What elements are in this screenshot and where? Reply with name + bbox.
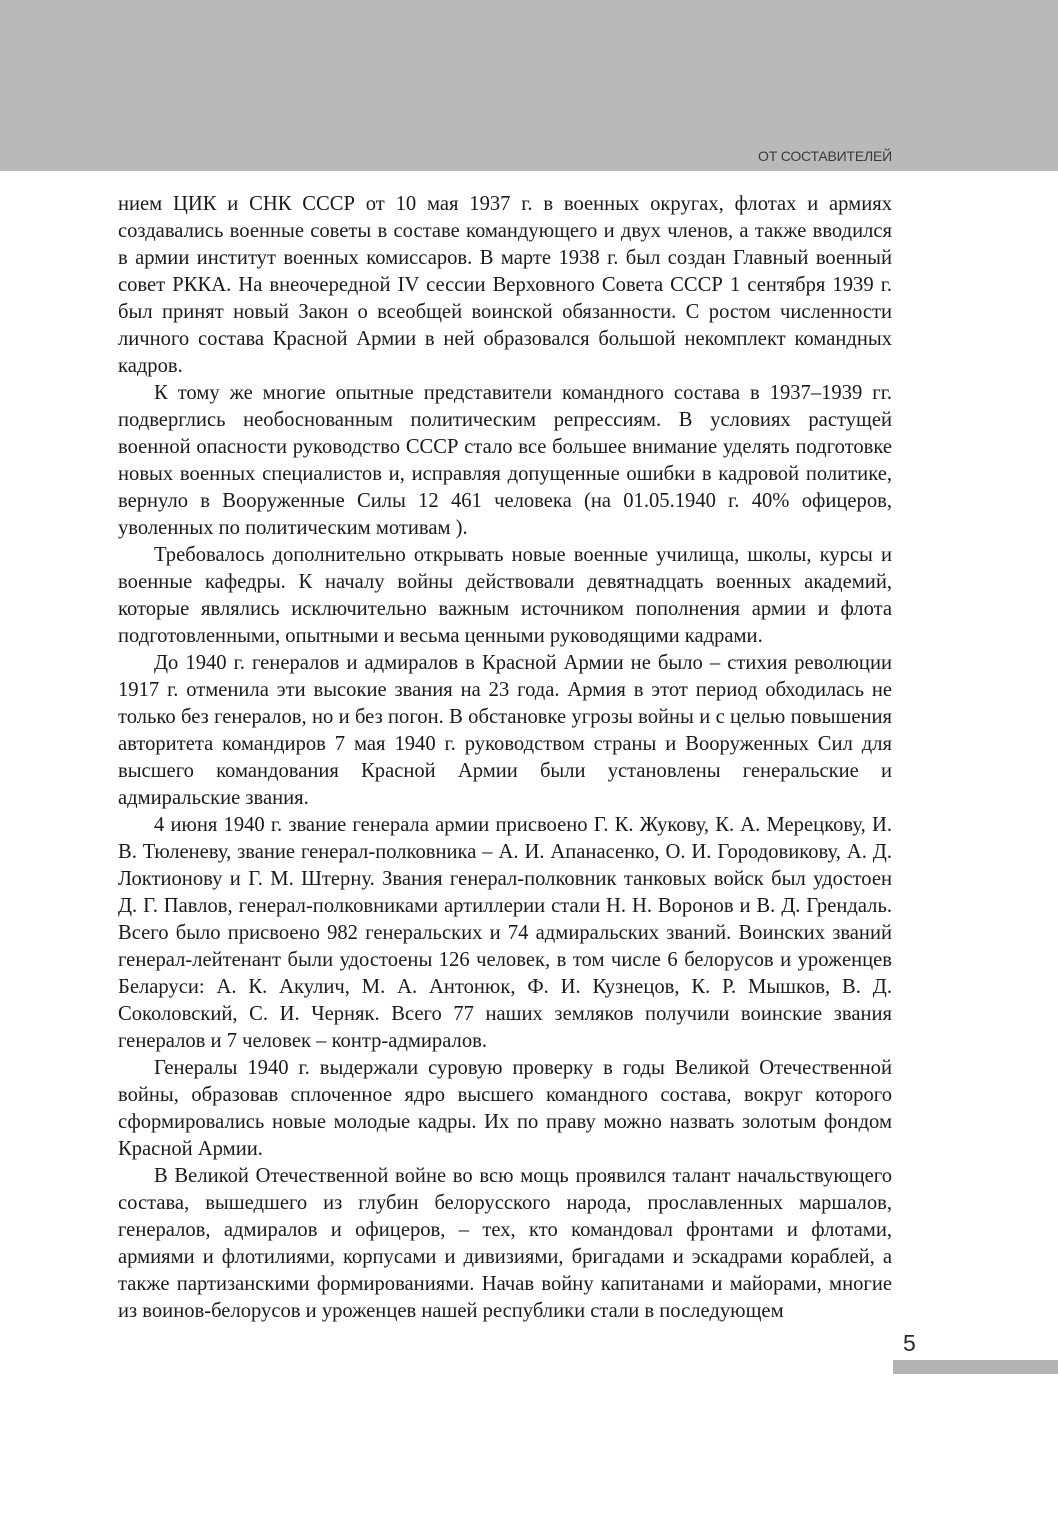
- paragraph: 4 июня 1940 г. звание генерала армии присвоено Г. К. Жукову, К. А. Мерецкову, И. В. Тюленеву, звание генерал-полковника – А. И. Апанасенко, О. И. Городовикову, А. Д. Локтионову и Г. М. Штерну. Звания генерал-полковник танковых войск был удостоен Д. Г. Павлов, генерал-полковниками артиллерии стали Н. Н. Воронов и В. Д. Грендаль. Всего было присвоено 982 генеральских и 74 адмиральских званий. Воинских званий генерал-лейтенант были удостоены 126 человек, в том числе 6 белорусов и уроженцев Беларуси: А. К. Акулич, М. А. Антонюк, Ф. И. Кузнецов, К. Р. Мышков, В. Д. Соколовский, С. И. Черняк. Всего 77 наших земляков получили воинские звания генералов и 7 человек – контр-адмиралов.: [118, 814, 892, 1052]
- header-band: [0, 0, 1058, 171]
- paragraph: Генералы 1940 г. выдержали суровую проверку в годы Великой Отечественной войны, образовав сплоченное ядро высшего командного состава, вокруг которого сформировались новые молодые кадры. Их по праву можно назвать золотым фондом Красной Армии.: [118, 1057, 892, 1160]
- paragraph: К тому же многие опытные представители командного состава в 1937–1939 гг. подверглись необоснованным политическим репрессиям. В условиях растущей военной опасности руководство СССР стало все большее внимание уделять подготовке новых военных специалистов и, исправляя допущенные ошибки в кадровой политике, вернуло в Вооруженные Силы 12 461 человека (на 01.05.1940 г. 40% офицеров, уволенных по политическим мотивам ).: [118, 382, 892, 539]
- page-number: 5: [903, 1330, 916, 1356]
- paragraph: До 1940 г. генералов и адмиралов в Красной Армии не было – стихия революции 1917 г. отменила эти высокие звания на 23 года. Армия в этот период обходилась не только без генералов, но и без погон. В обстановке угрозы войны и с целью повышения авторитета командиров 7 мая 1940 г. руководством страны и Вооруженных Сил для высшего командования Красной Армии были установлены генеральские и адмиральские звания.: [118, 652, 892, 809]
- paragraph: нием ЦИК и СНК СССР от 10 мая 1937 г. в военных округах, флотах и армиях создавались военные советы в составе командующего и двух членов, а также вводился в армии институт военных комиссаров. В марте 1938 г. был создан Главный военный совет РККА. На внеочередной IV сессии Верховного Совета СССР 1 сентября 1939 г. был принят новый Закон о всеобщей воинской обязанности. С ростом численности личного состава Красной Армии в ней образовался большой некомплект командных кадров.: [118, 193, 892, 377]
- footer-bar: [893, 1360, 1058, 1374]
- running-title: ОТ СОСТАВИТЕЛЕЙ: [758, 148, 892, 164]
- page-body: [118, 191, 892, 1325]
- paragraph: В Великой Отечественной войне во всю мощь проявился талант начальствующего состава, вышедшего из глубин белорусского народа, прославленных маршалов, генералов, адмиралов и офицеров, – тех, кто командовал фронтами и флотами, армиями и флотилиями, корпусами и дивизиями, бригадами и эскадрами кораблей, а также партизанскими формированиями. Начав войну капитанами и майорами, многие из воинов-белорусов и уроженцев нашей республики стали в последующем: [118, 1165, 892, 1322]
- paragraph: Требовалось дополнительно открывать новые военные училища, школы, курсы и военные кафедры. К началу войны действовали девятнадцать военных академий, которые являлись исключительно важным источником пополнения армии и флота подготовленными, опытными и весьма ценными руководящими кадрами.: [118, 544, 892, 647]
